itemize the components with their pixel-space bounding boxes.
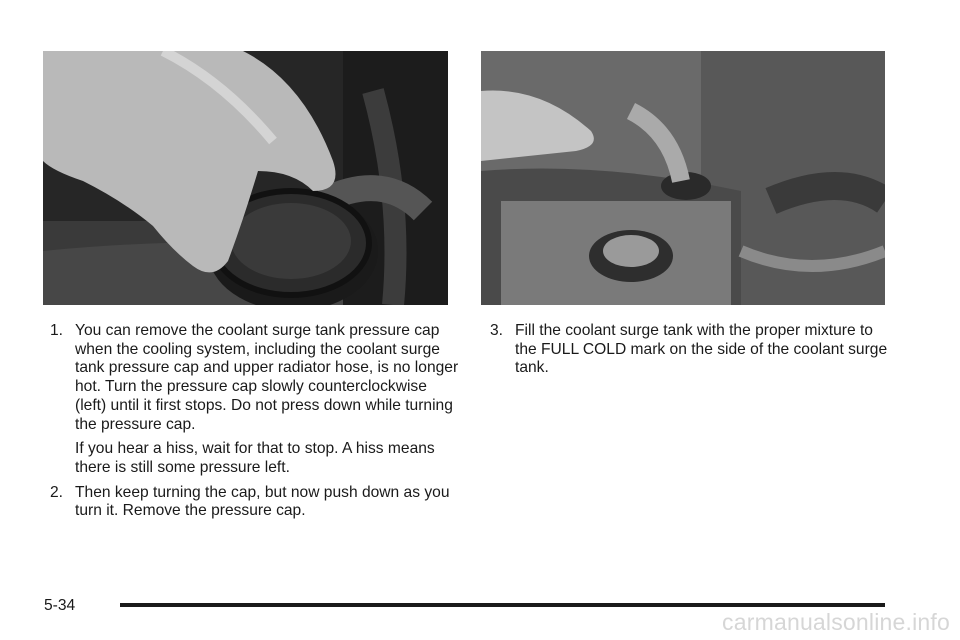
step-1 bbox=[50, 322, 460, 434]
page-number: 5-34 bbox=[44, 597, 76, 614]
step-text: Fill the coolant surge tank with the proper mixture to the FULL COLD mark on the side of the coolant surge tank. bbox=[515, 322, 888, 377]
photo-remove-pressure-cap bbox=[43, 51, 448, 305]
footer-rule bbox=[120, 603, 885, 607]
watermark: carmanualsonline.info bbox=[722, 609, 950, 635]
step-number: 2. bbox=[50, 483, 64, 501]
step-2 bbox=[50, 484, 460, 521]
step-text: You can remove the coolant surge tank pressure cap when the cooling system, including the coolant surge tank pressure cap and upper radiator hose, is no longer hot. Turn the pressure cap slowly counterclockwise (left) until it first stops. Do not press down while turning the pressure cap. bbox=[75, 322, 459, 433]
step-number: 1. bbox=[50, 322, 64, 339]
instructions-right-column bbox=[490, 322, 890, 384]
step-1-note: If you hear a hiss, wait for that to stop. A hiss means there is still some pressure left. bbox=[75, 440, 435, 476]
step-text: Then keep turning the cap, but now push down as you turn it. Remove the pressure cap. bbox=[75, 483, 450, 520]
photo-fill-surge-tank bbox=[481, 51, 885, 305]
step-3 bbox=[490, 322, 890, 378]
instructions-left-column bbox=[50, 322, 460, 527]
step-number: 3. bbox=[490, 322, 504, 339]
